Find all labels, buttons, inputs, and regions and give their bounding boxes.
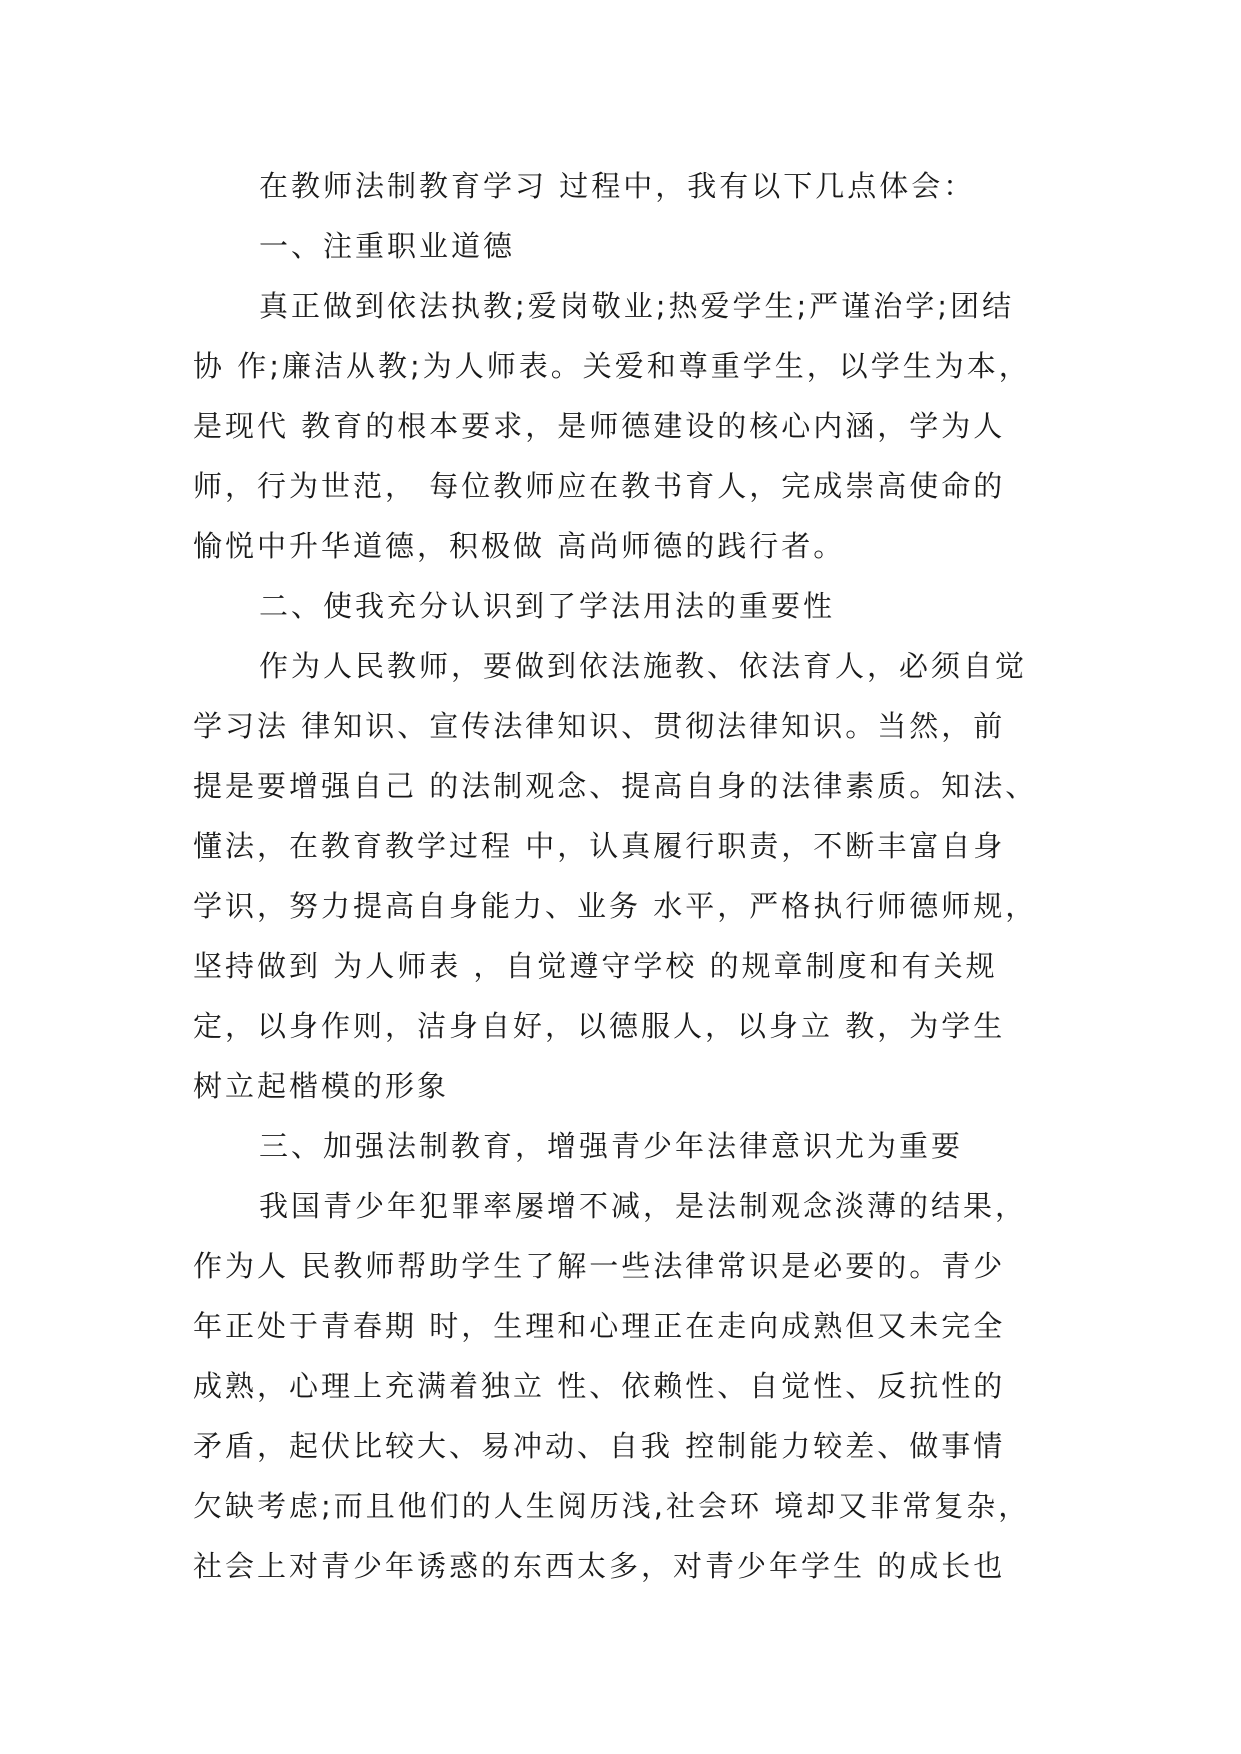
text-line: 在教师法制教育学习 过程中，我有以下几点体会： [259,169,976,203]
text-line: 三、加强法制教育，增强青少年法律意识尤为重要 [259,1129,964,1163]
text-line: 真正做到依法执教;爱岗敬业;热爱学生;严谨治学;团结 [259,289,1015,323]
text-line: 二、使我充分认识到了学法用法的重要性 [259,589,836,623]
text-line: 欠缺考虑;而且他们的人生阅历浅,社会环 境却又非常复杂， [193,1489,1031,1523]
text-line: 成熟，心理上充满着独立 性、依赖性、自觉性、反抗性的 [193,1369,1006,1403]
document-body [193,156,1073,1596]
text-line: 协 作;廉洁从教;为人师表。关爱和尊重学生，以学生为本， [193,349,1031,383]
text-line: 矛盾，起伏比较大、易冲动、自我 控制能力较差、做事情 [193,1429,1006,1463]
text-line: 师，行为世范， 每位教师应在教书育人，完成崇高使命的 [193,469,1006,503]
text-line: 年正处于青春期 时，生理和心理正在走向成熟但又未完全 [193,1309,1006,1343]
text-line: 是现代 教育的根本要求，是师德建设的核心内涵，学为人 [193,409,1006,443]
text-line: 作为人 民教师帮助学生了解一些法律常识是必要的。青少 [193,1249,1006,1283]
text-line: 提是要增强自己 的法制观念、提高自身的法律素质。知法、 [193,769,1038,803]
text-line: 我国青少年犯罪率屡增不减，是法制观念淡薄的结果， [259,1189,1028,1223]
text-line: 社会上对青少年诱惑的东西太多，对青少年学生 的成长也 [193,1549,1006,1583]
text-line: 懂法，在教育教学过程 中，认真履行职责，不断丰富自身 [193,829,1006,863]
text-line: 愉悦中升华道德，积极做 高尚师德的践行者。 [193,529,846,563]
text-line: 树立起楷模的形象 [193,1069,450,1103]
text-line: 坚持做到 为人师表 ，自觉遵守学校 的规章制度和有关规 [193,949,998,983]
text-line: 学习法 律知识、宣传法律知识、贯彻法律知识。当然，前 [193,709,1006,743]
text-line: 作为人民教师，要做到依法施教、依法育人，必须自觉 [259,649,1028,683]
text-line: 一、注重职业道德 [259,229,516,263]
text-line: 学识，努力提高自身能力、业务 水平，严格执行师德师规， [193,889,1038,923]
text-line: 定，以身作则，洁身自好，以德服人，以身立 教，为学生 [193,1009,1006,1043]
